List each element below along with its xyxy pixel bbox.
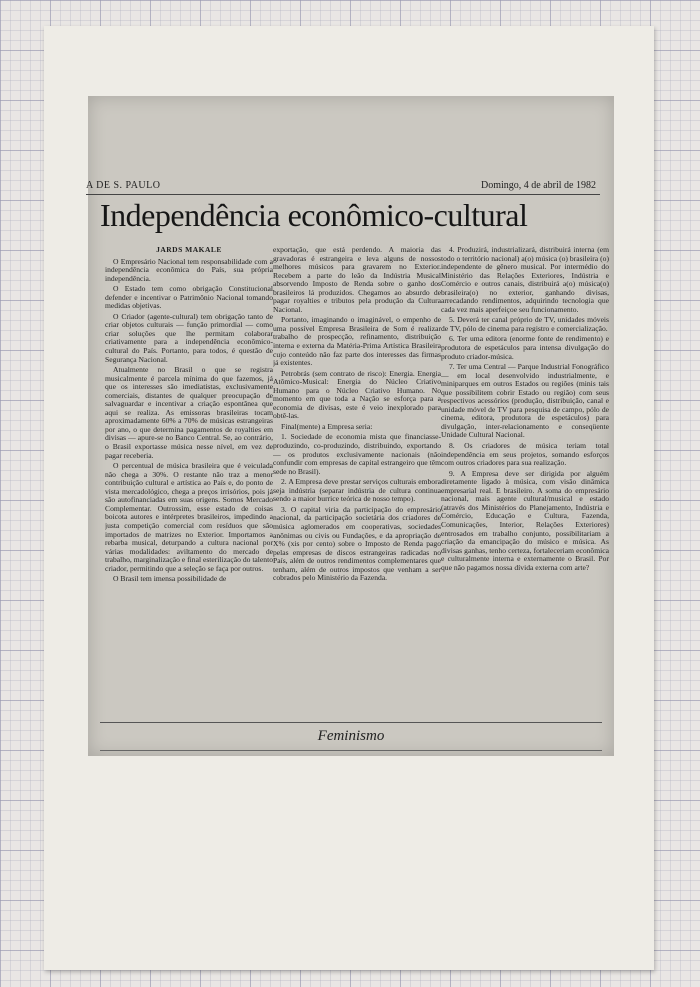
paragraph: exportação, que está perdendo. A maioria das gravadoras é estrangeira e leva alguns de nossos melhores músicos para gravarem no Exterior. Recebem a parte do leão da Indústria Musical absorvendo Imposto de Renda sobre o ganho dos brasileiros lá produzidos. Chegamos ao absurdo de pagar royalties e tributos pela produção da Cultura Nacional.: [273, 246, 441, 314]
paragraph: 9. A Empresa deve ser dirigida por alguém diretamente ligado à música, com visão dinâmica empresarial real. E brasileiro. A soma do empresário nacional, mais agente cultural/musical e estado (através dos Ministérios do Planejamento, Indústria e Comércio, Educação e Cultura, Fazenda, Comunicações, Interior, Relações Exteriores) entrosados em trabalho conjunto, possibilitariam a criação da emancipação do músico e música. As divisas ganhas, tenho certeza, fortaleceriam econômica e culturalmente interna e externamente o Brasil. Por que não pagamos nossa dívida externa com arte?: [441, 468, 609, 572]
masthead-date: Domingo, 4 de abril de 1982: [481, 180, 596, 191]
paragraph: Final(mente) a Empresa seria:: [281, 421, 373, 431]
article-column-1: [105, 246, 273, 718]
paragraph: 5. Deverá ter canal próprio de TV, unidades móveis de TV, pólo de cinema para registro e comercialização.: [441, 315, 609, 333]
masthead-paper-name: A DE S. PAULO: [86, 180, 161, 191]
paragraph: 3. O capital viria da participação do empresário nacional, da participação societária dos criadores de música aglomerados em cooperativas, sociedades anônimas ou civis ou Fundações, e da apropriação de X% (xis por cento) sobre o Imposto de Renda pago pelas empresas de discos estrangeiras radicadas no País, além de outros rendimentos complementares que tenham, além de outros impostos que venham a ser cobrados pelo Ministério da Fazenda.: [273, 504, 441, 583]
article-column-3: [441, 246, 609, 718]
article-bottom-rule: [100, 722, 602, 723]
paragraph: 7. Ter uma Central — Parque Industrial Fonográfico — em local desenvolvido industrialmente, e miniparques em outros Estados ou regiões (minis tais que possibilitem cobrir Estado ou região) com seus respectivos acessórios (produção, distribuição, canal e unidade móvel de TV para pesquisa de campo, pólo de cinema, editora, produtora de espetáculos) para divulgação, inter-relacionamento e conseqüente Unidade Cultural Nacional.: [441, 362, 609, 440]
byline: JARDS MAKALE: [156, 246, 222, 254]
paragraph: 2. A Empresa deve prestar serviços culturais embora seja indústria (separar indústria de cultura continua sendo a maior burrice teórica de nosso tempo).: [273, 477, 441, 504]
next-section-heading: Feminismo: [317, 728, 385, 744]
paragraph: 6. Ter uma editora (enorme fonte de rendimento) e produtora de espetáculos para intensa divulgação do produto criador-música.: [441, 334, 609, 361]
paragraph: Petrobrás (sem contrato de risco): Energia. Energia Atômico-Musical: Energia do Núcleo Criativo Humano para o Núcleo Criativo Humano. No momento em que toda a Nação se esforça para a economia de divisas, este é veio inexplorado para obtê-las.: [273, 368, 441, 421]
paragraph: O Estado tem como obrigação Constitucional defender e incentivar o Patrimônio Nacional tomando medidas objetivas.: [105, 284, 273, 311]
paragraph: 8. Os criadores de música teriam total independência em seus projetos, somando esforços com outros criadores para sua realização.: [441, 441, 609, 468]
section-rule: [100, 750, 602, 751]
paragraph: O percentual de música brasileira que é veiculada não chega a 30%. O restante não traz a menor contribuição cultural e artística ao País e, do ponto de vista mercadológico, chega a preços irrisórios, pois já são autofinanciadas em suas origens. Somos Mercado Complementar. Outrossim, esse estado de coisas boicota autores e intérpretes brasileiros, impedindo a justa competição comercial com resíduos que são importados de matrizes no Exterior. Importamos a rebarba musical, deturpando a cultura nacional por várias modalidades: aviltamento do mercado de trabalho, marginalização e final esterilização do talento criador, permitindo que a seleção se faça por outros.: [105, 461, 273, 573]
paragraph: 4. Produzirá, industrializará, distribuirá interna (em todo o território nacional) a(o) música (o) brasileira (o) independente de gênero musical. Por intermédio do Ministério das Relações Exteriores, Indústria e Comércio e outros canais, distribuirá a(o) música(o) brasileira(o) no exterior, ganhando divisas, arrecadando rendimentos, adquirindo tecnologia que cada vez mais aperfeiçoe seu funcionamento.: [441, 246, 609, 314]
paragraph: Atualmente no Brasil o que se registra musicalmente é parcela mínima do que fazemos, já que os interesses são imediatistas, exclusivamente comerciais, distantes de qualquer preocupação de salvaguardar e incentivar a criação espontânea que aqui se realiza. As emissoras brasileiras tocam aproximadamente 60% a 70% de músicas estrangeiras por ano, o que determina pagamentos de royalties em divisas — apure-se no Banco Central. Se, ao contrário, o Brasil exportasse música nesse nível, em vez de pagar receberia.: [105, 365, 273, 460]
headline: Independência econômico-cultural: [100, 197, 528, 233]
paragraph: O Empresário Nacional tem responsabilidade com a independência econômica do País, sua própria independência.: [105, 256, 273, 283]
paragraph: O Brasil tem imensa possibilidade de: [113, 574, 227, 584]
paragraph: Portanto, imaginando o imaginável, o empenho de uma possível Empresa Brasileira de Som é realizar trabalho de prospecção, refinamento, distribuição interna e externa da Matéria-Prima Artística Brasileira cujo conteúdo não faz parte dos interesses das firmas já existentes.: [273, 315, 441, 368]
article-column-2: [273, 246, 441, 718]
paragraph: 1. Sociedade de economia mista que financiasse-produzindo, co-produzindo, distribuindo, exportando — os produtos exclusivamente nacionais (não confundir com empresas de capital estrangeiro que têm sede no Brasil).: [273, 432, 441, 476]
paragraph: O Criador (agente-cultural) tem obrigação tanto de criar objetos culturais — função primordial — como criar soluções que lhe permitam colaborar criativamente para a independência econômico-cultural do País. Portanto, para todos, é questão de Segurança Nacional.: [105, 311, 273, 364]
masthead: [86, 178, 600, 195]
